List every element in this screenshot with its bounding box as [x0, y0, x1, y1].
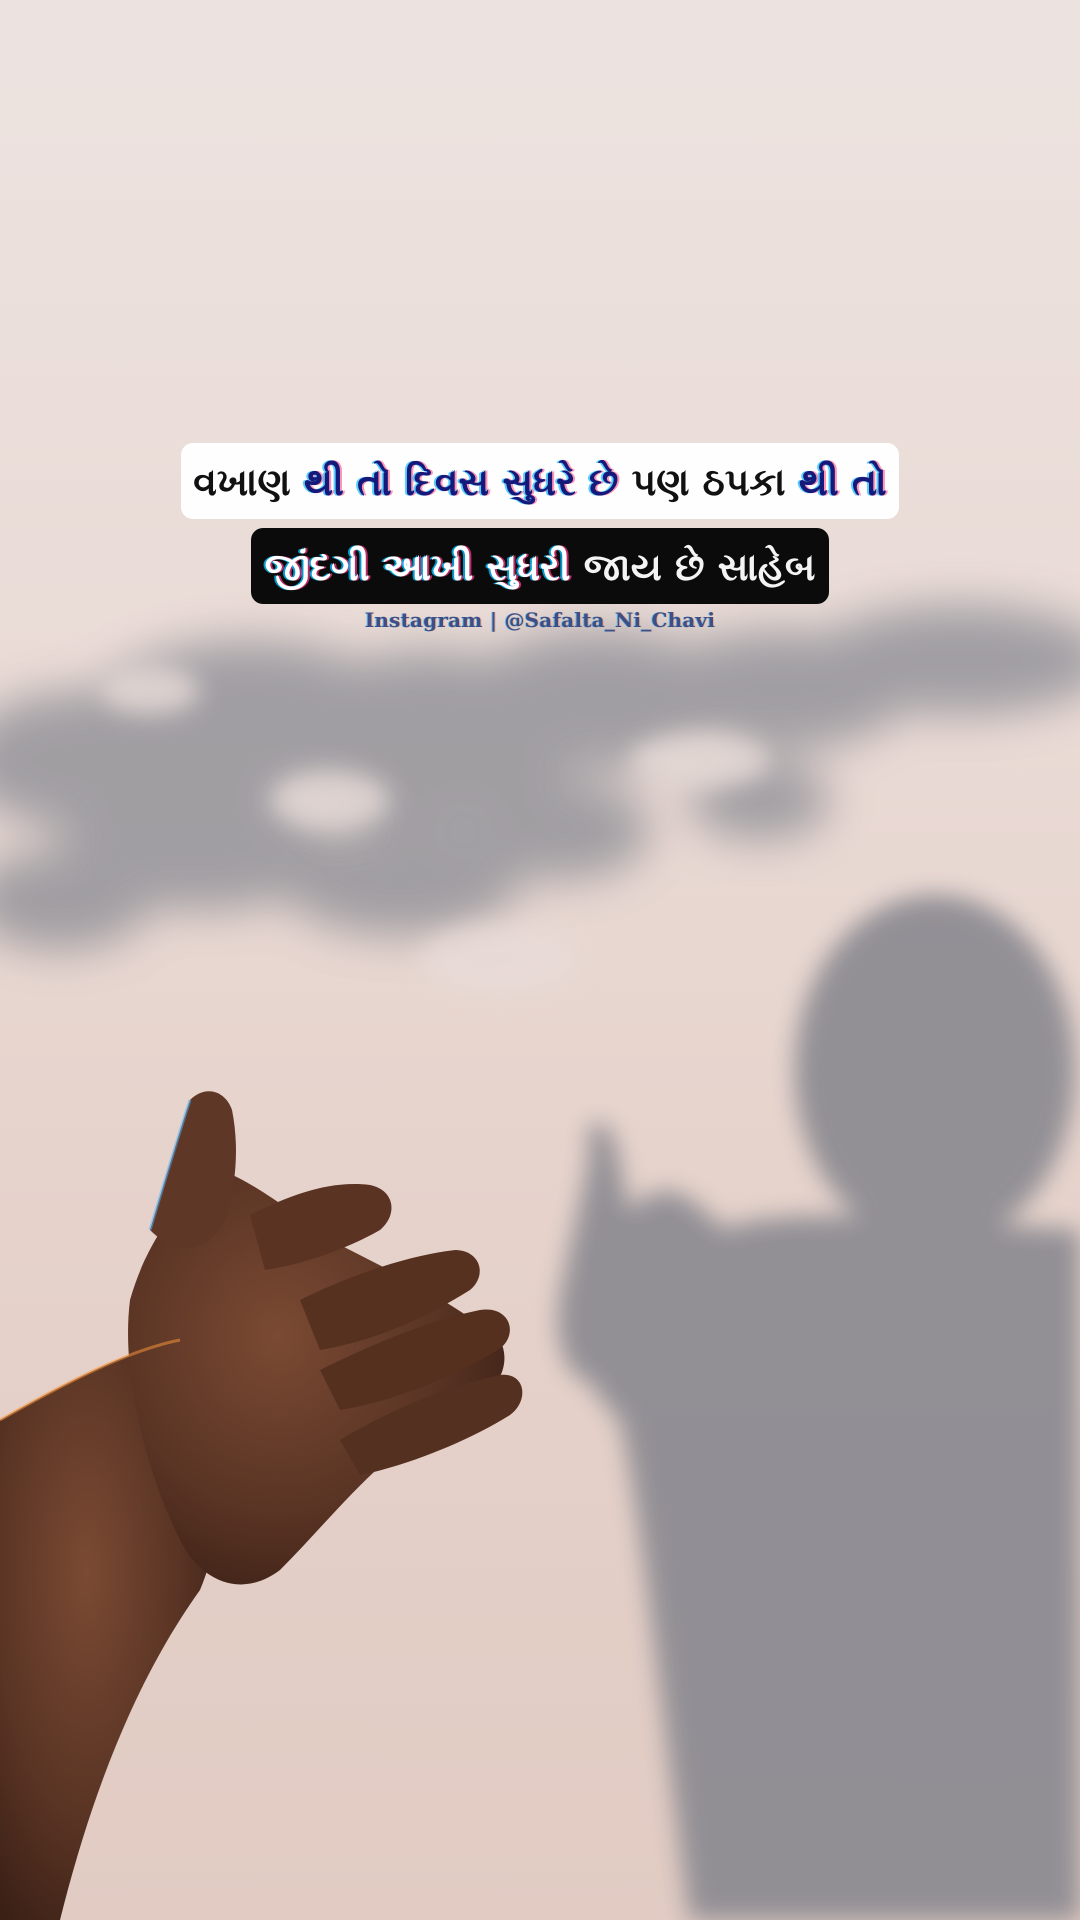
caption-line-1-part-a: વખાણ	[193, 460, 291, 504]
person-shadow	[558, 895, 1080, 1920]
caption-line-2	[0, 528, 1080, 604]
caption-line-1-part-c: પણ ઠપકા	[631, 460, 786, 504]
caption-line-1-part-b: થી તો દિવસ સુધરે છે	[303, 460, 619, 504]
caption-line-1-part-d: થી તો	[798, 460, 887, 504]
credit-line	[0, 608, 1080, 632]
caption-line-1-box	[181, 443, 898, 519]
hand	[0, 1091, 522, 1920]
caption-line-2-box	[251, 528, 830, 604]
caption-line-1	[0, 443, 1080, 519]
caption-line-2-part-a: જીંદગી આખી સુધરી	[264, 545, 571, 589]
caption-line-2-part-b: જાય છે સાહેબ	[583, 545, 816, 589]
instagram-credit: Instagram | @Safalta_Ni_Chavi	[364, 608, 716, 632]
